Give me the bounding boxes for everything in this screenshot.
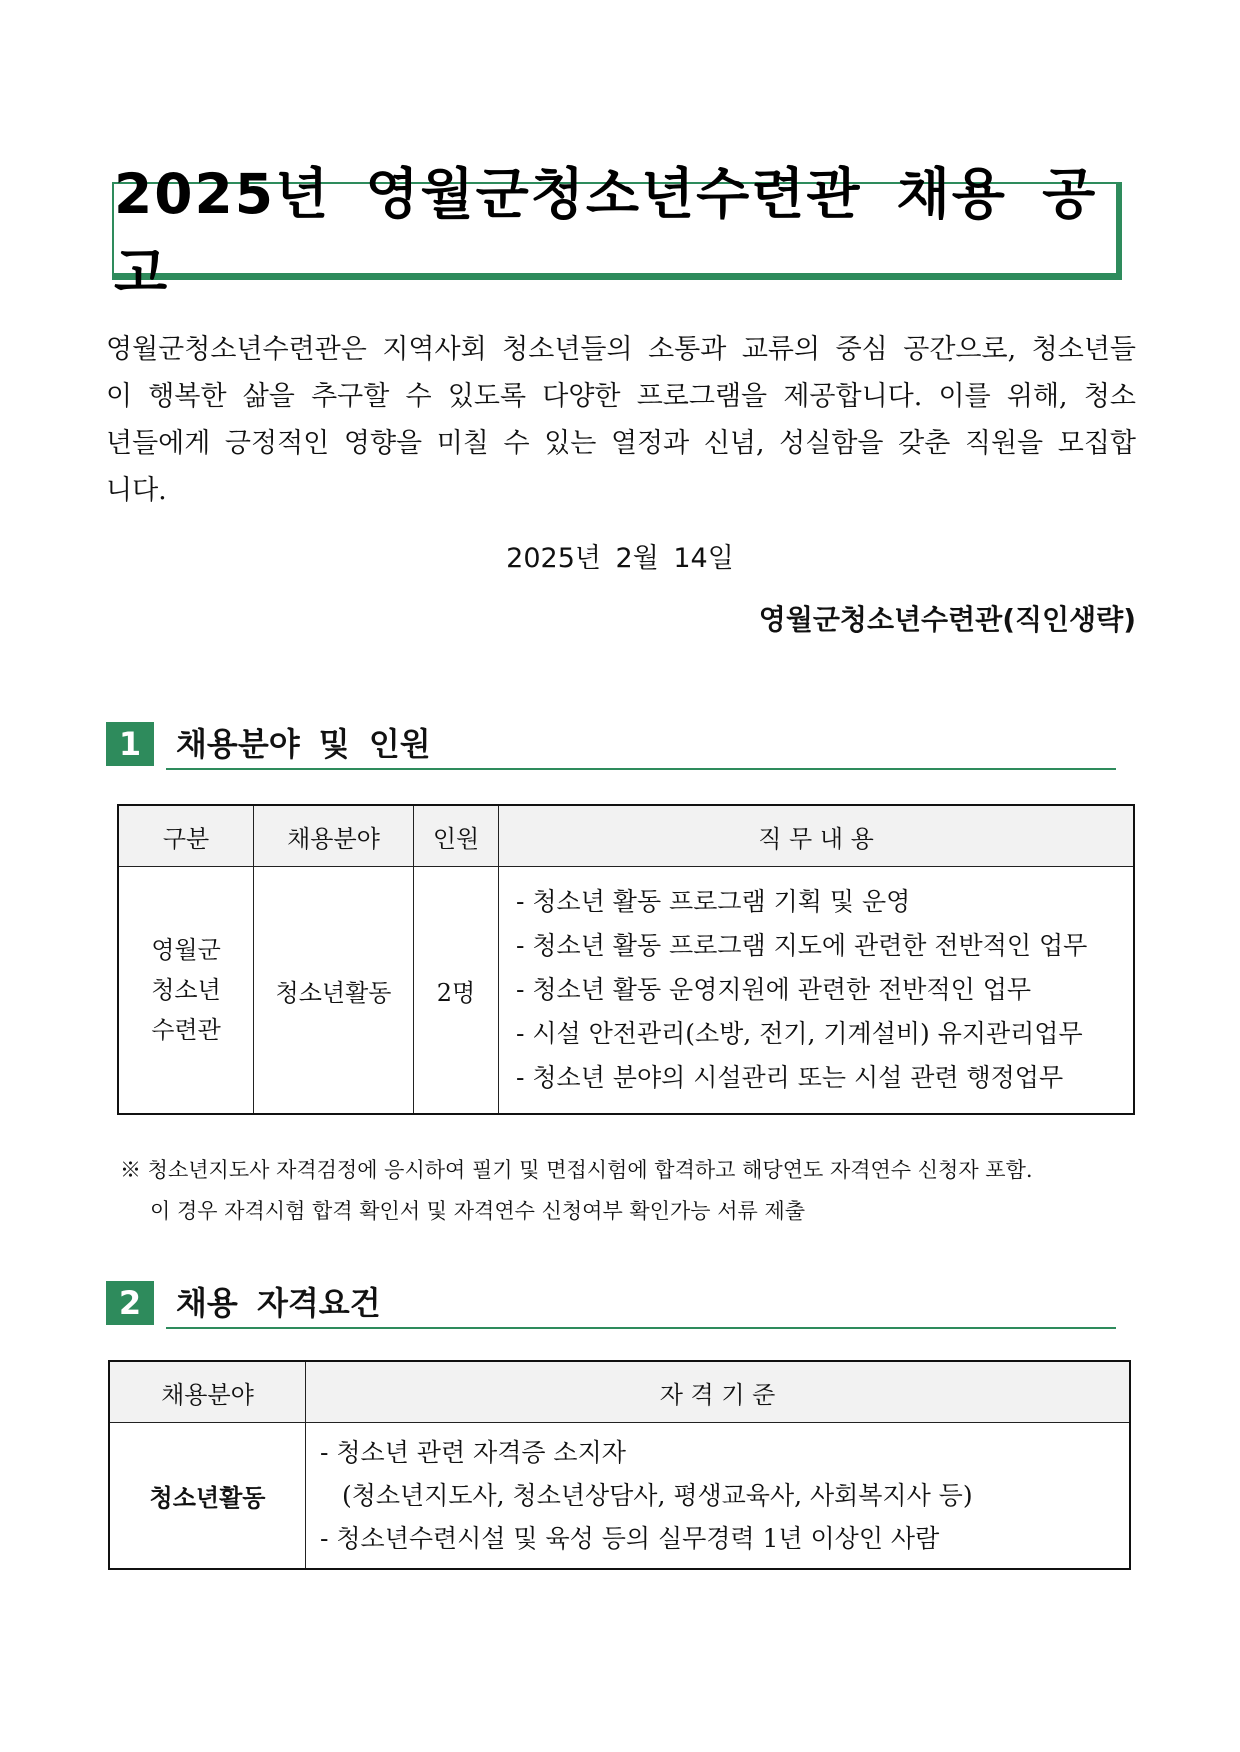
header-category: 구분 bbox=[118, 805, 254, 867]
title-box bbox=[112, 161, 1122, 305]
header-criteria: 자 격 기 준 bbox=[306, 1361, 1131, 1423]
qualifications-table-header bbox=[109, 1361, 1130, 1423]
qualification-note bbox=[120, 1150, 1033, 1232]
section-2-title: 채용 자격요건 bbox=[176, 1284, 381, 1322]
positions-table-header bbox=[118, 805, 1134, 867]
duties-list bbox=[500, 868, 1132, 1112]
qualifications-table bbox=[108, 1360, 1131, 1570]
category-line: 수련관 bbox=[151, 1016, 221, 1044]
positions-table bbox=[117, 804, 1135, 1115]
header-field: 채용분야 bbox=[109, 1361, 306, 1423]
announcement-date: 2025년 2월 14일 bbox=[506, 543, 734, 574]
section-1-underline bbox=[166, 768, 1116, 770]
header-field: 채용분야 bbox=[254, 805, 414, 867]
list-item: - 청소년 활동 프로그램 기획 및 운영 bbox=[516, 880, 1132, 924]
category-cell bbox=[118, 867, 254, 1115]
field-cell: 청소년활동 bbox=[109, 1423, 306, 1570]
section-1-heading bbox=[106, 722, 1116, 766]
section-2-number: 2 bbox=[106, 1281, 154, 1325]
section-1-title: 채용분야 및 인원 bbox=[176, 725, 431, 763]
page-title: 2025년 영월군청소년수련관 채용 공고 bbox=[114, 161, 1098, 305]
table-row bbox=[118, 867, 1134, 1115]
criteria-cell bbox=[306, 1423, 1131, 1570]
note-line-2: 이 경우 자격시험 합격 확인서 및 자격연수 신청여부 확인가능 서류 제출 bbox=[150, 1199, 806, 1223]
category-line: 청소년 bbox=[151, 976, 221, 1004]
list-item: - 청소년 활동 프로그램 지도에 관련한 전반적인 업무 bbox=[516, 924, 1132, 968]
duties-cell bbox=[499, 867, 1135, 1115]
section-2-underline bbox=[166, 1327, 1116, 1329]
organization-signature: 영월군청소년수련관(직인생략) bbox=[758, 603, 1136, 636]
section-1-number: 1 bbox=[106, 722, 154, 766]
criteria-line: (청소년지도사, 청소년상담사, 평생교육사, 사회복지사 등) bbox=[342, 1481, 973, 1510]
field-cell: 청소년활동 bbox=[254, 867, 414, 1115]
count-cell: 2명 bbox=[414, 867, 499, 1115]
intro-paragraph: 영월군청소년수련관은 지역사회 청소년들의 소통과 교류의 중심 공간으로, 청소년들이 행복한 삶을 추구할 수 있도록 다양한 프로그램을 제공합니다. 이를 위해, 청소년들에게 긍정적인 영향을 미칠 수 있는 열정과 신념, 성실함을 갖춘 직원을 모집합니다. bbox=[106, 334, 1136, 506]
list-item: - 시설 안전관리(소방, 전기, 기계설비) 유지관리업무 bbox=[516, 1012, 1132, 1056]
table-row bbox=[109, 1423, 1130, 1570]
list-item: - 청소년 활동 운영지원에 관련한 전반적인 업무 bbox=[516, 968, 1132, 1012]
criteria-line: - 청소년수련시설 및 육성 등의 실무경력 1년 이상인 사람 bbox=[320, 1524, 940, 1553]
criteria-line: - 청소년 관련 자격증 소지자 bbox=[320, 1438, 626, 1467]
section-2-heading bbox=[106, 1281, 1116, 1325]
category-line: 영월군 bbox=[151, 936, 221, 964]
list-item: - 청소년 분야의 시설관리 또는 시설 관련 행정업무 bbox=[516, 1056, 1132, 1100]
note-line-1: ※ 청소년지도사 자격검정에 응시하여 필기 및 면접시험에 합격하고 해당연도 자격연수 신청자 포함. bbox=[120, 1158, 1033, 1182]
header-duties: 직 무 내 용 bbox=[499, 805, 1135, 867]
header-count: 인원 bbox=[414, 805, 499, 867]
